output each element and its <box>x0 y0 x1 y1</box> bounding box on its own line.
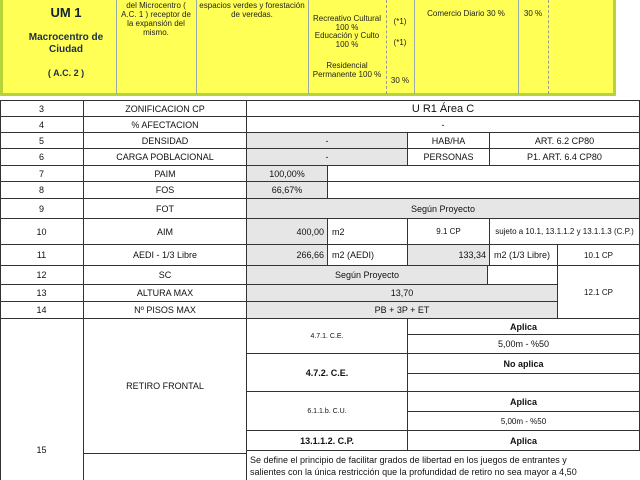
use-note: (*1) <box>393 37 407 47</box>
divider <box>548 0 550 94</box>
row-label: DENSIDAD <box>84 133 247 149</box>
row-value: 100,00% <box>247 166 328 182</box>
row-value-2: 133,34 <box>408 245 490 266</box>
row-label: CARGA POBLACIONAL <box>84 149 247 166</box>
zone-description: del Microcentro ( A.C. 1 ) receptor de la expansión del mismo. <box>121 1 191 37</box>
row-value: - <box>247 133 408 149</box>
use-residencial: Residencial Permanente 100 % <box>312 61 382 79</box>
row-label: AEDI - 1/3 Libre <box>84 245 247 266</box>
row-reference: 9.1 CP <box>408 219 490 245</box>
row-reference: 10.1 CP <box>558 245 640 266</box>
zone-greenspace-note: espacios verdes y forestación de veredas. <box>199 1 305 19</box>
row-label: Nº PISOS MAX <box>84 302 247 319</box>
row-value: Según Proyecto <box>247 199 640 219</box>
row-number: 10 <box>0 219 84 245</box>
row-value: PB + 3P + ET <box>247 302 558 319</box>
use-note: (*1) <box>393 16 407 26</box>
row-number: 9 <box>0 199 84 219</box>
code-ce-1-detail: 5,00m - %50 <box>408 335 640 354</box>
divider <box>518 0 519 94</box>
divider <box>116 0 117 94</box>
row-unit: PERSONAS <box>408 149 490 166</box>
use-comercio: Comercio Diario 30 % <box>427 8 505 18</box>
row-value: 400,00 <box>247 219 328 245</box>
row-number: 12 <box>0 266 84 285</box>
retiro-description-line-2: salientes con la única restricción que la profundidad de retiro no sea mayor a 4,50 <box>250 467 577 477</box>
row-reference: ART. 6.2 CP80 <box>490 133 640 149</box>
empty-cell <box>408 374 640 392</box>
retiro-description-line-1: Se define el principio de facilitar grados de libertad en los juegos de entrantes y <box>250 455 567 465</box>
use-comercio-percent: 30 % <box>523 8 543 18</box>
row-label: RETIRO FRONTAL <box>84 319 247 454</box>
row-value: 66,67% <box>247 182 328 199</box>
row-number: 13 <box>0 285 84 302</box>
row-value: U R1 Área C <box>247 101 640 117</box>
empty-cell <box>328 182 640 199</box>
empty-cell <box>328 166 640 182</box>
row-label: ALTURA MAX <box>84 285 247 302</box>
divider <box>308 0 309 94</box>
row-label: FOT <box>84 199 247 219</box>
row-unit-2: m2 (1/3 Libre) <box>490 245 558 266</box>
row-note: sujeto a 10.1, 13.1.1.2 y 13.1.1.3 (C.P.) <box>490 219 640 245</box>
code-cp: 13.1.1.2. C.P. <box>247 431 408 451</box>
use-recreativo: Recreativo Cultural 100 % <box>312 14 382 32</box>
empty-cell <box>488 266 558 285</box>
row-number: 11 <box>0 245 84 266</box>
row-value: - <box>247 149 408 166</box>
use-educacion: Educación y Culto 100 % <box>314 31 380 49</box>
row-unit: HAB/HA <box>408 133 490 149</box>
zone-code: ( A.C. 2 ) <box>47 68 85 78</box>
row-reference: 12.1 CP <box>558 266 640 319</box>
row-value: Según Proyecto <box>247 266 488 285</box>
row-reference: P1. ART. 6.4 CP80 <box>490 149 640 166</box>
code-ce-2-status: No aplica <box>408 354 640 374</box>
row-number: 15 <box>0 319 84 480</box>
code-cu-detail: 5,00m - %50 <box>408 412 640 431</box>
row-number: 4 <box>0 117 84 133</box>
row-value: 266,66 <box>247 245 328 266</box>
code-cu-status: Aplica <box>408 392 640 412</box>
divider <box>196 0 197 94</box>
row-number: 5 <box>0 133 84 149</box>
row-label: % AFECTACION <box>84 117 247 133</box>
code-cu: 6.1.1.b. C.U. <box>247 392 408 431</box>
zone-title: UM 1 <box>50 4 82 20</box>
code-ce-1: 4.7.1. C.E. <box>247 319 408 354</box>
row-label: PAIM <box>84 166 247 182</box>
code-cp-status: Aplica <box>408 431 640 451</box>
row-label: ZONIFICACION CP <box>84 101 247 117</box>
divider <box>414 0 415 94</box>
use-percent: 30 % <box>390 75 410 85</box>
row-number: 8 <box>0 182 84 199</box>
row-label: AIM <box>84 219 247 245</box>
zone-subtitle: Macrocentro de Ciudad <box>28 32 104 55</box>
row-value: - <box>247 117 640 133</box>
row-unit: m2 <box>328 219 408 245</box>
row-value: 13,70 <box>247 285 558 302</box>
empty-cell <box>84 454 247 480</box>
row-label: SC <box>84 266 247 285</box>
code-ce-1-status: Aplica <box>408 319 640 335</box>
row-label: FOS <box>84 182 247 199</box>
row-number: 3 <box>0 101 84 117</box>
row-number: 6 <box>0 149 84 166</box>
row-unit: m2 (AEDI) <box>328 245 408 266</box>
row-number: 7 <box>0 166 84 182</box>
code-ce-2: 4.7.2. C.E. <box>247 354 408 392</box>
row-number: 14 <box>0 302 84 319</box>
